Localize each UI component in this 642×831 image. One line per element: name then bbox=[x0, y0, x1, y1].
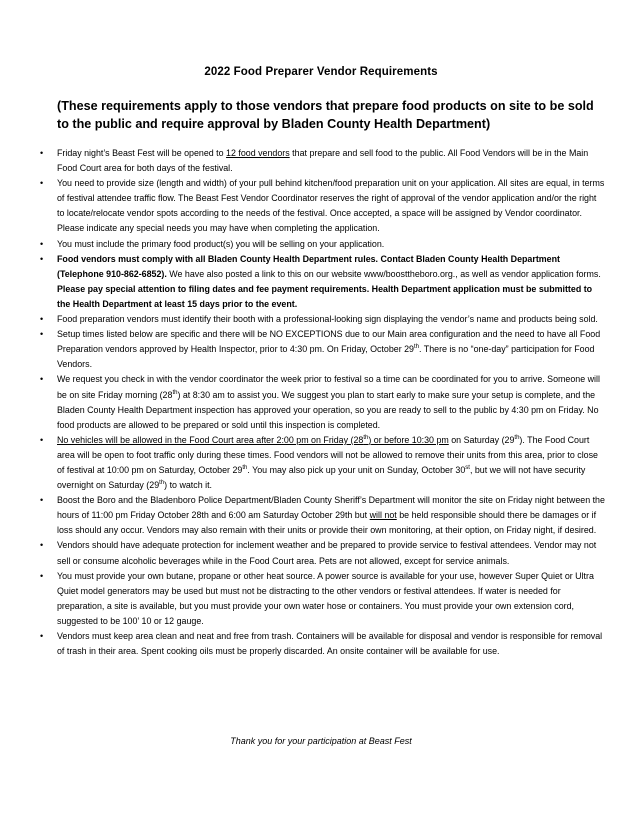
list-item: • You need to provide size (length and width) of your pull behind kitchen/food preparation unit on your application. All sites are equal, in terms of festival attendee traffic flow. The Beast Fest Vendor Coordinator reserves the right of approval of the vendor application and/or the right to locate/relocate vendor spots according to the needs of the festival. Once accepted, a space will be assigned by Vendor coordinator. Please indicate any special needs you may have when completing the application. bbox=[57, 176, 605, 236]
list-item: • Friday night’s Beast Fest will be opened to 12 food vendors that prepare and sell food to the public. All Food Vendors will be in the Main Food Court area for both days of the festival. bbox=[57, 146, 605, 176]
list-item: • Setup times listed below are specific and there will be NO EXCEPTIONS due to our Main area configuration and the need to have all Food Preparation vendors approved by Health Inspector, prior to 4:30 pm. On Friday, October 29th. There is no “one-day” participation for Food Vendors. bbox=[57, 327, 605, 372]
list-item: • You must include the primary food product(s) you will be selling on your application. bbox=[57, 237, 605, 252]
list-item: • No vehicles will be allowed in the Food Court area after 2:00 pm on Friday (28th) or before 10:30 pm on Saturday (29th). The Food Court area will be open to foot traffic only during these times. Food vendors will not be allowed to remove their units from this area, prior to close of festival at 10:00 pm on Saturday, October 29th. You may also pick up your unit on Sunday, October 30st, but we will not have security overnight on Saturday (29th) to watch it. bbox=[57, 433, 605, 493]
closing-note: Thank you for your participation at Beast Fest bbox=[230, 736, 412, 746]
list-item: • You must provide your own butane, propane or other heat source. A power source is available for your use, however Super Quiet or Ultra Quiet model generators may be used but must not be distracting to the other vendors or festival attendees. If water is needed for preparation, a site is available, but you must provide your own water hose or containers. You must provide your own extension cord, suggested to be 100’ 10 or 12 gauge. bbox=[57, 569, 605, 629]
requirements-list bbox=[37, 146, 605, 659]
list-item: • Food preparation vendors must identify their booth with a professional-looking sign displaying the vendor’s name and products being sold. bbox=[57, 312, 605, 327]
document-title: 2022 Food Preparer Vendor Requirements bbox=[204, 66, 438, 78]
list-item: • Food vendors must comply with all Bladen County Health Department rules. Contact Bladen County Health Department (Telephone 910-862-6852). We have also posted a link to this on our website www/boosttheboro.org., as well as vendor application forms. Please pay special attention to filing dates and fee payment requirements. Health Department application must be submitted to the Health Department at least 15 days prior to the event. bbox=[57, 252, 605, 312]
list-item: • Vendors must keep area clean and neat and free from trash. Containers will be available for disposal and vendor is responsible for removal of trash in their area. Spent cooking oils must be properly discarded. An onsite container will be available for use. bbox=[57, 629, 605, 659]
list-item: • Vendors should have adequate protection for inclement weather and be prepared to provide service to festival attendees. Vendor may not sell or consume alcoholic beverages while in the Food Court area. Pets are not allowed, except for service animals. bbox=[57, 538, 605, 568]
document-subtitle: (These requirements apply to those vendors that prepare food products on site to be sold to the public and require approval by Bladen County Health Department) bbox=[57, 99, 594, 131]
list-item: • We request you check in with the vendor coordinator the week prior to festival so a time can be coordinated for you to arrive. Someone will be on site Friday morning (28th) at 8:30 am to assist you. We suggest you plan to start early to make sure your setup is complete, and the Bladen County Health Department inspection has approved your operation, so you are ready to sell to the public by 4:30 pm on Friday. No food products are allowed to be prepared or sold until this inspection is completed. bbox=[57, 372, 605, 432]
list-item: • Boost the Boro and the Bladenboro Police Department/Bladen County Sheriff’s Department will monitor the site on Friday night between the hours of 11:00 pm Friday October 28th and 6:00 am Saturday October 29th but will not be held responsible should there be damages or if loss should any occur. Vendors may also remain with their units or provide their own monitoring, at their option, on Friday night, if desired. bbox=[57, 493, 605, 538]
